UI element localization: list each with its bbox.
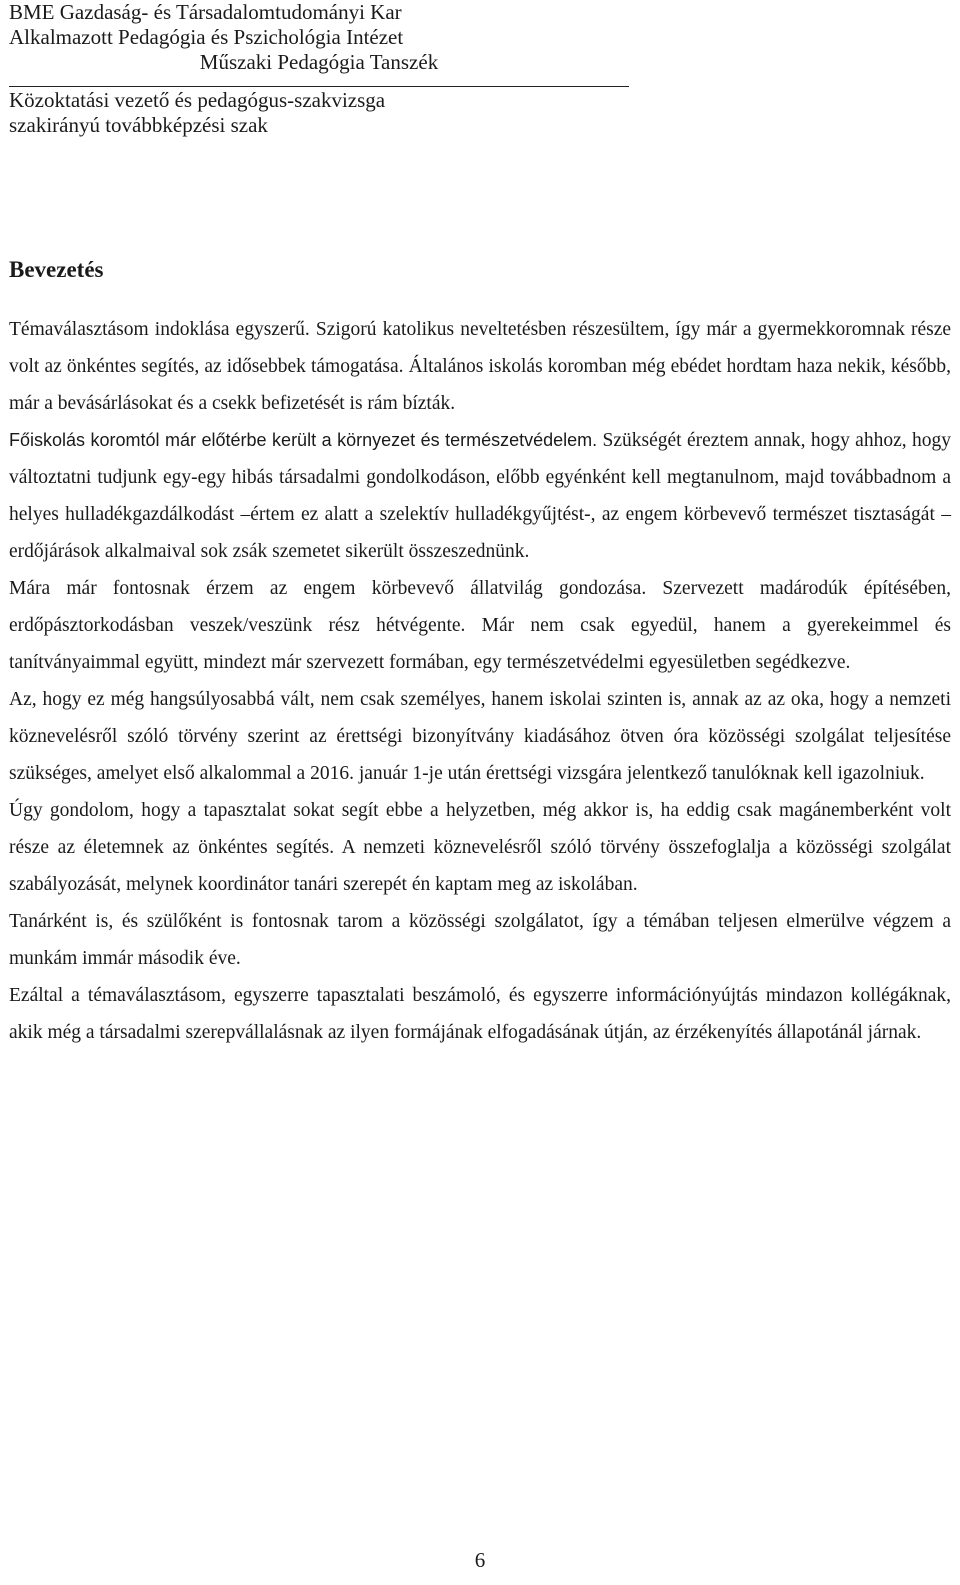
header-department: Műszaki Pedagógia Tanszék [199,50,439,74]
document-subheader [9,88,385,138]
paragraph-4: Az, hogy ez még hangsúlyosabbá vált, nem csak személyes, hanem iskolai szinten is, annak az az oka, hogy a nemzeti köznevelésről szóló törvény szerint az érettségi bizonyítvány kiadásához ötven óra közösségi szolgálat teljesítése szükséges, amelyet első alkalommal a 2016. január 1-je után érettségi vizsgára jelentkező tanulóknak kell igazolniuk. [9,689,951,784]
header-specialization: szakirányú továbbképzési szak [9,113,268,137]
paragraph-2-lead: Főiskolás koromtól már előtérbe került a környezet és természetvédelem. [9,430,598,450]
paragraph-6: Tanárként is, és szülőként is fontosnak tarom a közösségi szolgálatot, így a témában teljesen elmerülve végzem a munkám immár második éve. [9,911,951,969]
paragraph-2 [9,422,951,570]
section-title: Bevezetés [9,257,104,282]
header-divider [9,86,629,87]
header-institute: Alkalmazott Pedagógia és Pszichológia Intézet [9,25,404,49]
header-program: Közoktatási vezető és pedagógus-szakvizsga [9,88,386,112]
document-header [9,0,629,75]
paragraph-3: Mára már fontosnak érzem az engem körbevevő állatvilág gondozása. Szervezett madárodúk építésében, erdőpásztorkodásban veszek/veszünk rész hétvégente. Már nem csak egyedül, hanem a gyerekeimmel és tanítványaimmal együtt, mindezt már szervezett formában, egy természetvédelmi egyesületben segédkezve. [9,578,951,673]
page-number: 6 [474,1548,486,1572]
paragraph-1: Témaválasztásom indoklása egyszerű. Szigorú katolikus neveltetésben részesültem, így már a gyermekkoromnak része volt az önkéntes segítés, az idősebbek támogatása. Általános iskolás koromban még ebédet hordtam haza nekik, később, már a bevásárlásokat és a csekk befizetését is rám bízták. [9,319,951,414]
paragraph-5: Úgy gondolom, hogy a tapasztalat sokat segít ebbe a helyzetben, még akkor is, ha eddig csak magánemberként volt része az életemnek az önkéntes segítés. A nemzeti köznevelésről szóló törvény összefoglalja a közösségi szolgálat szabályozását, melynek koordinátor tanári szerepét én kaptam meg az iskolában. [9,800,951,895]
body-text [9,311,951,1051]
header-faculty: BME Gazdaság- és Társadalomtudományi Kar [9,0,402,24]
paragraph-7: Ezáltal a témaválasztásom, egyszerre tapasztalati beszámoló, és egyszerre információnyújtás mindazon kollégáknak, akik még a társadalmi szerepvállalásnak az ilyen formájának elfogadásának útján, az érzékenyítés állapotánál járnak. [9,985,951,1043]
paragraph-2-rest: Szükségét éreztem annak, hogy ahhoz, hogy változtatni tudjunk egy-egy hibás társadalmi gondolkodáson, előbb egyénként kell megtanulnom, majd továbbadnom a helyes hulladékgazdálkodást –értem ez alatt a szelektív hulladékgyűjtést-, az engem körbevevő természet tisztaságát –erdőjárások alkalmaival sok zsák szemetet sikerült összeszednünk. [9,430,951,562]
